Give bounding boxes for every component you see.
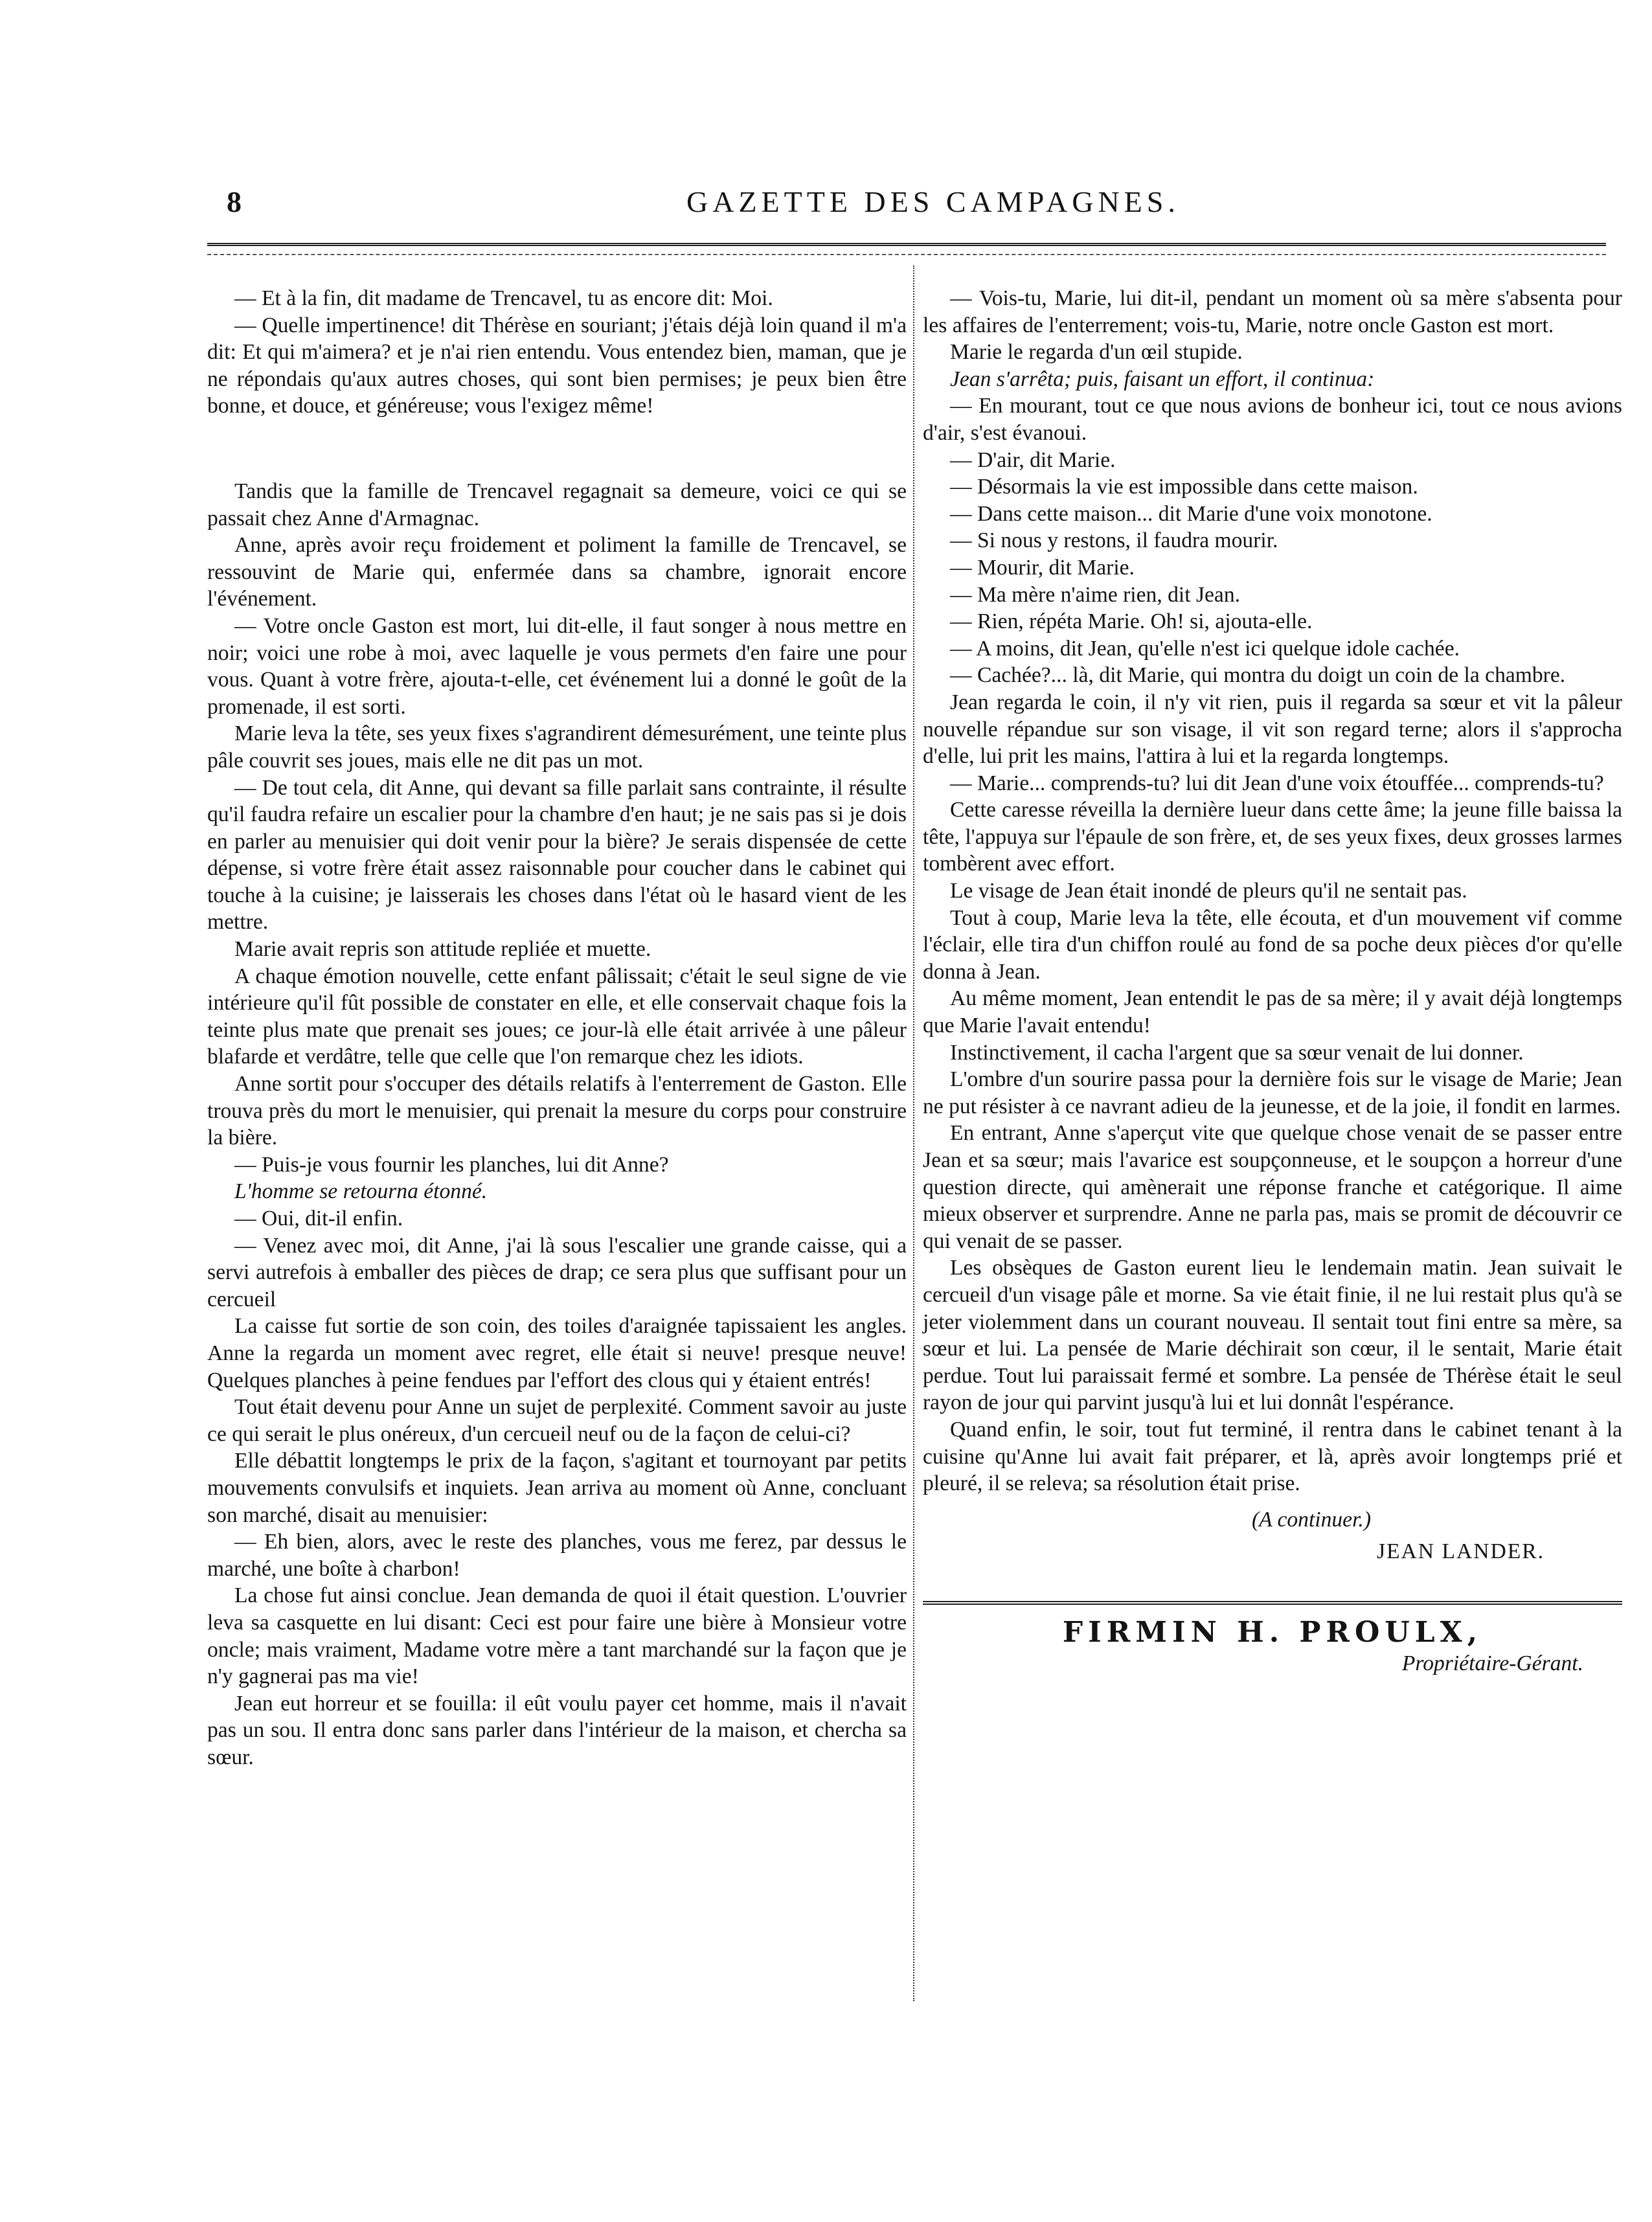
paragraph: Jean eut horreur et se fouilla: il eût voulu payer cet homme, mais il n'avait pas un sou. Il entra donc sans parler dans l'intérieur de la maison, et chercha sa sœur. <box>207 1691 907 1769</box>
right-column <box>923 285 1622 1677</box>
paragraph: Instinctivement, il cacha l'argent que sa sœur venait de lui donner. <box>950 1040 1524 1065</box>
page-header <box>0 185 1652 223</box>
paragraph: — Eh bien, alors, avec le reste des planches, vous me ferez, par dessus le marché, une boîte à charbon! <box>207 1530 907 1581</box>
paragraph: Marie avait repris son attitude repliée et muette. <box>234 937 651 962</box>
paragraph: — Mourir, dit Marie. <box>950 555 1135 580</box>
paragraph: — D'air, dit Marie. <box>950 448 1116 472</box>
left-column <box>207 285 907 1771</box>
paragraph: Quand enfin, le soir, tout fut terminé, il rentra dans le cabinet tenant à la cuisine qu'Anne lui avait fait préparer, et là, après avoir longtemps prié et pleuré, il se releva; sa résolution était prise. <box>923 1417 1622 1496</box>
paragraph: L'homme se retourna étonné. <box>234 1179 488 1204</box>
paragraph: En entrant, Anne s'aperçut vite que quelque chose venait de se passer entre Jean et sa sœur; mais l'avarice est soupçonneuse, et le soupçon a horreur d'une question directe, qui amènerait une réponse franche et catégorique. Il aime mieux observer et surprendre. Anne ne parla pas, mais se promit de découvrir ce qui venait de se passer. <box>923 1121 1622 1253</box>
paragraph: — Quelle impertinence! dit Thérèse en souriant; j'étais déjà loin quand il m'a dit: Et qui m'aimera? et je n'ai rien entendu. Vous entendez bien, maman, que je ne répondais qu'aux autres choses, qui sont bien permises; je peux bien être bonne, et douce, et généreuse; vous l'exigez même! <box>207 313 907 418</box>
paragraph: Anne, après avoir reçu froidement et poliment la famille de Trencavel, se ressouvint de Marie qui, enfermée dans sa chambre, ignorait encore l'événement. <box>207 533 907 611</box>
paragraph: Jean regarda le coin, il n'y vit rien, puis il regarda sa sœur et vit la pâleur nouvelle répandue sur son visage, il vit son regard terne; alors il s'approcha d'elle, lui prit les mains, l'attira à lui et la regarda longtemps. <box>923 690 1622 769</box>
section-gap <box>207 420 907 478</box>
paragraph: Tout à coup, Marie leva la tête, elle écouta, et d'un mouvement vif comme l'éclair, elle tira d'un chiffon roulé au fond de sa poche deux pièces d'or qu'elle donna à Jean. <box>923 905 1622 984</box>
paragraph: Les obsèques de Gaston eurent lieu le lendemain matin. Jean suivait le cercueil d'un visage pâle et morne. Sa vie était finie, il ne lui restait plus qu'à se jeter violemment dans un courant nouveau. Il sentait tout fini entre sa mère, sa sœur et lui. La pensée de Marie déchirait son cœur, il le sentait, Marie était perdue. Tout lui paraissait fermé et sombre. La pensée de Thérèse était le seul rayon de jour qui parvint jusqu'à lui et lui donnât l'espérance. <box>923 1256 1622 1415</box>
paragraph: L'ombre d'un sourire passa pour la dernière fois sur le visage de Marie; Jean ne put résister à ce navrant adieu de la jeunesse, et de la joie, il fondit en larmes. <box>923 1067 1622 1118</box>
footer-rule <box>923 1601 1622 1605</box>
paragraph: — Oui, dit-il enfin. <box>234 1207 403 1230</box>
header-rule <box>207 243 1606 246</box>
paragraph: Marie le regarda d'un œil stupide. <box>950 340 1243 365</box>
paragraph: Le visage de Jean était inondé de pleurs qu'il ne sentait pas. <box>950 879 1467 903</box>
paragraph: — Marie... comprends-tu? lui dit Jean d'une voix étouffée... comprends-tu? <box>950 771 1604 795</box>
paragraph: — Rien, répéta Marie. Oh! si, ajouta-elle. <box>950 609 1313 634</box>
publisher-role: Propriétaire-Gérant. <box>1401 1651 1583 1675</box>
paragraph: — Dans cette maison... dit Marie d'une voix monotone. <box>950 501 1432 526</box>
continuation-note: (A continuer.) <box>1251 1507 1372 1532</box>
paragraph: — Et à la fin, dit madame de Trencavel, tu as encore dit: Moi. <box>234 286 773 310</box>
paragraph: La caisse fut sortie de son coin, des toiles d'araignée tapissaient les angles. Anne la regarda un moment avec regret, elle était si neuve! presque neuve! Quelques planches à peine fendues par l'effort des clous qui y étaient entrés! <box>207 1314 907 1392</box>
paragraph: — Ma mère n'aime rien, dit Jean. <box>950 582 1241 607</box>
paragraph: — Si nous y restons, il faudra mourir. <box>950 528 1278 553</box>
paragraph: Marie leva la tête, ses yeux fixes s'agrandirent démesurément, une teinte plus pâle couvrit ses joues, mais elle ne dit pas un mot. <box>207 721 907 773</box>
running-title: GAZETTE DES CAMPAGNES. <box>686 185 1180 218</box>
paragraph: Cette caresse réveilla la dernière lueur dans cette âme; la jeune fille baissa la tête, l'appuya sur l'épaule de son frère, et, de ses yeux fixes, deux grosses larmes tombèrent avec effort. <box>923 798 1622 876</box>
paragraph: — Venez avec moi, dit Anne, j'ai là sous l'escalier une grande caisse, qui a servi autrefois à emballer des pièces de drap; ce sera plus que suffisant pour un cercueil <box>207 1233 907 1311</box>
header-rule-dashed <box>207 254 1606 255</box>
paragraph: A chaque émotion nouvelle, cette enfant pâlissait; c'était le seul signe de vie intérieure qu'il fût possible de constater en elle, et elle conservait chaque fois la teinte plus mate que prenait ses joues; ce jour-là elle était arrivée à une pâleur blafarde et verdâtre, telle que celle que l'on remarque chez les idiots. <box>207 964 907 1069</box>
paragraph: — De tout cela, dit Anne, qui devant sa fille parlait sans contrainte, il résulte qu'il faudra refaire un escalier pour la chambre d'en haut; je ne sais pas si je dois en parler au menuisier qui doit venir pour la bière? Je serais dispensée de cette dépense, si votre frère était assez raisonnable pour coucher dans le cabinet qui touche à la cuisine; je laisserais les choses dans l'état où le hasard vient de les mettre. <box>207 775 907 935</box>
paragraph: — Cachée?... là, dit Marie, qui montra du doigt un coin de la chambre. <box>950 663 1566 688</box>
paragraph: — Désormais la vie est impossible dans cette maison. <box>950 475 1418 499</box>
paragraph: Elle débattit longtemps le prix de la façon, s'agitant et tournoyant par petits mouvements convulsifs et inquiets. Jean arriva au moment où Anne, concluant son marché, disait au menuisier: <box>207 1449 907 1527</box>
paragraph: Tandis que la famille de Trencavel regagnait sa demeure, voici ce qui se passait chez Anne d'Armagnac. <box>207 479 907 530</box>
paragraph: — En mourant, tout ce que nous avions de bonheur ici, tout ce nous avions d'air, s'est évanoui. <box>923 394 1622 445</box>
paragraph: La chose fut ainsi conclue. Jean demanda de quoi il était question. L'ouvrier leva sa casquette en lui disant: Ceci est pour faire une bière à Monsieur votre oncle; mais vraiment, Madame votre mère a tant marchandé sur la façon que je n'y gagnerai pas ma vie! <box>207 1583 907 1689</box>
paragraph: Au même moment, Jean entendit le pas de sa mère; il y avait déjà longtemps que Marie l'avait entendu! <box>923 986 1622 1038</box>
page-number: 8 <box>227 185 242 218</box>
publisher-name: FIRMIN H. PROULX, <box>1062 1615 1483 1649</box>
paragraph: Jean s'arrêta; puis, faisant un effort, il continua: <box>950 367 1375 391</box>
paragraph: Tout était devenu pour Anne un sujet de perplexité. Comment savoir au juste ce qui serait le plus onéreux, d'un cercueil neuf ou de la façon de celui-ci? <box>207 1395 907 1446</box>
paragraph: — Vois-tu, Marie, lui dit-il, pendant un moment où sa mère s'absenta pour les affaires de l'enterrement; vois-tu, Marie, notre oncle Gaston est mort. <box>923 286 1622 337</box>
paragraph: — Puis-je vous fournir les planches, lui dit Anne? <box>234 1152 669 1177</box>
column-divider <box>913 266 914 2001</box>
paragraph: Anne sortit pour s'occuper des détails relatifs à l'enterrement de Gaston. Elle trouva près du mort le menuisier, qui prenait la mesure du corps pour construire la bière. <box>207 1072 907 1150</box>
paragraph: — Votre oncle Gaston est mort, lui dit-elle, il faut songer à nous mettre en noir; voici une robe à moi, avec laquelle je vous permets d'en faire une pour vous. Quant à votre frère, ajouta-t-elle, cet événement lui a donné le goût de la promenade, il est sorti. <box>207 613 907 719</box>
paragraph: — A moins, dit Jean, qu'elle n'est ici quelque idole cachée. <box>950 636 1460 661</box>
author-signature: JEAN LANDER. <box>1376 1539 1545 1564</box>
